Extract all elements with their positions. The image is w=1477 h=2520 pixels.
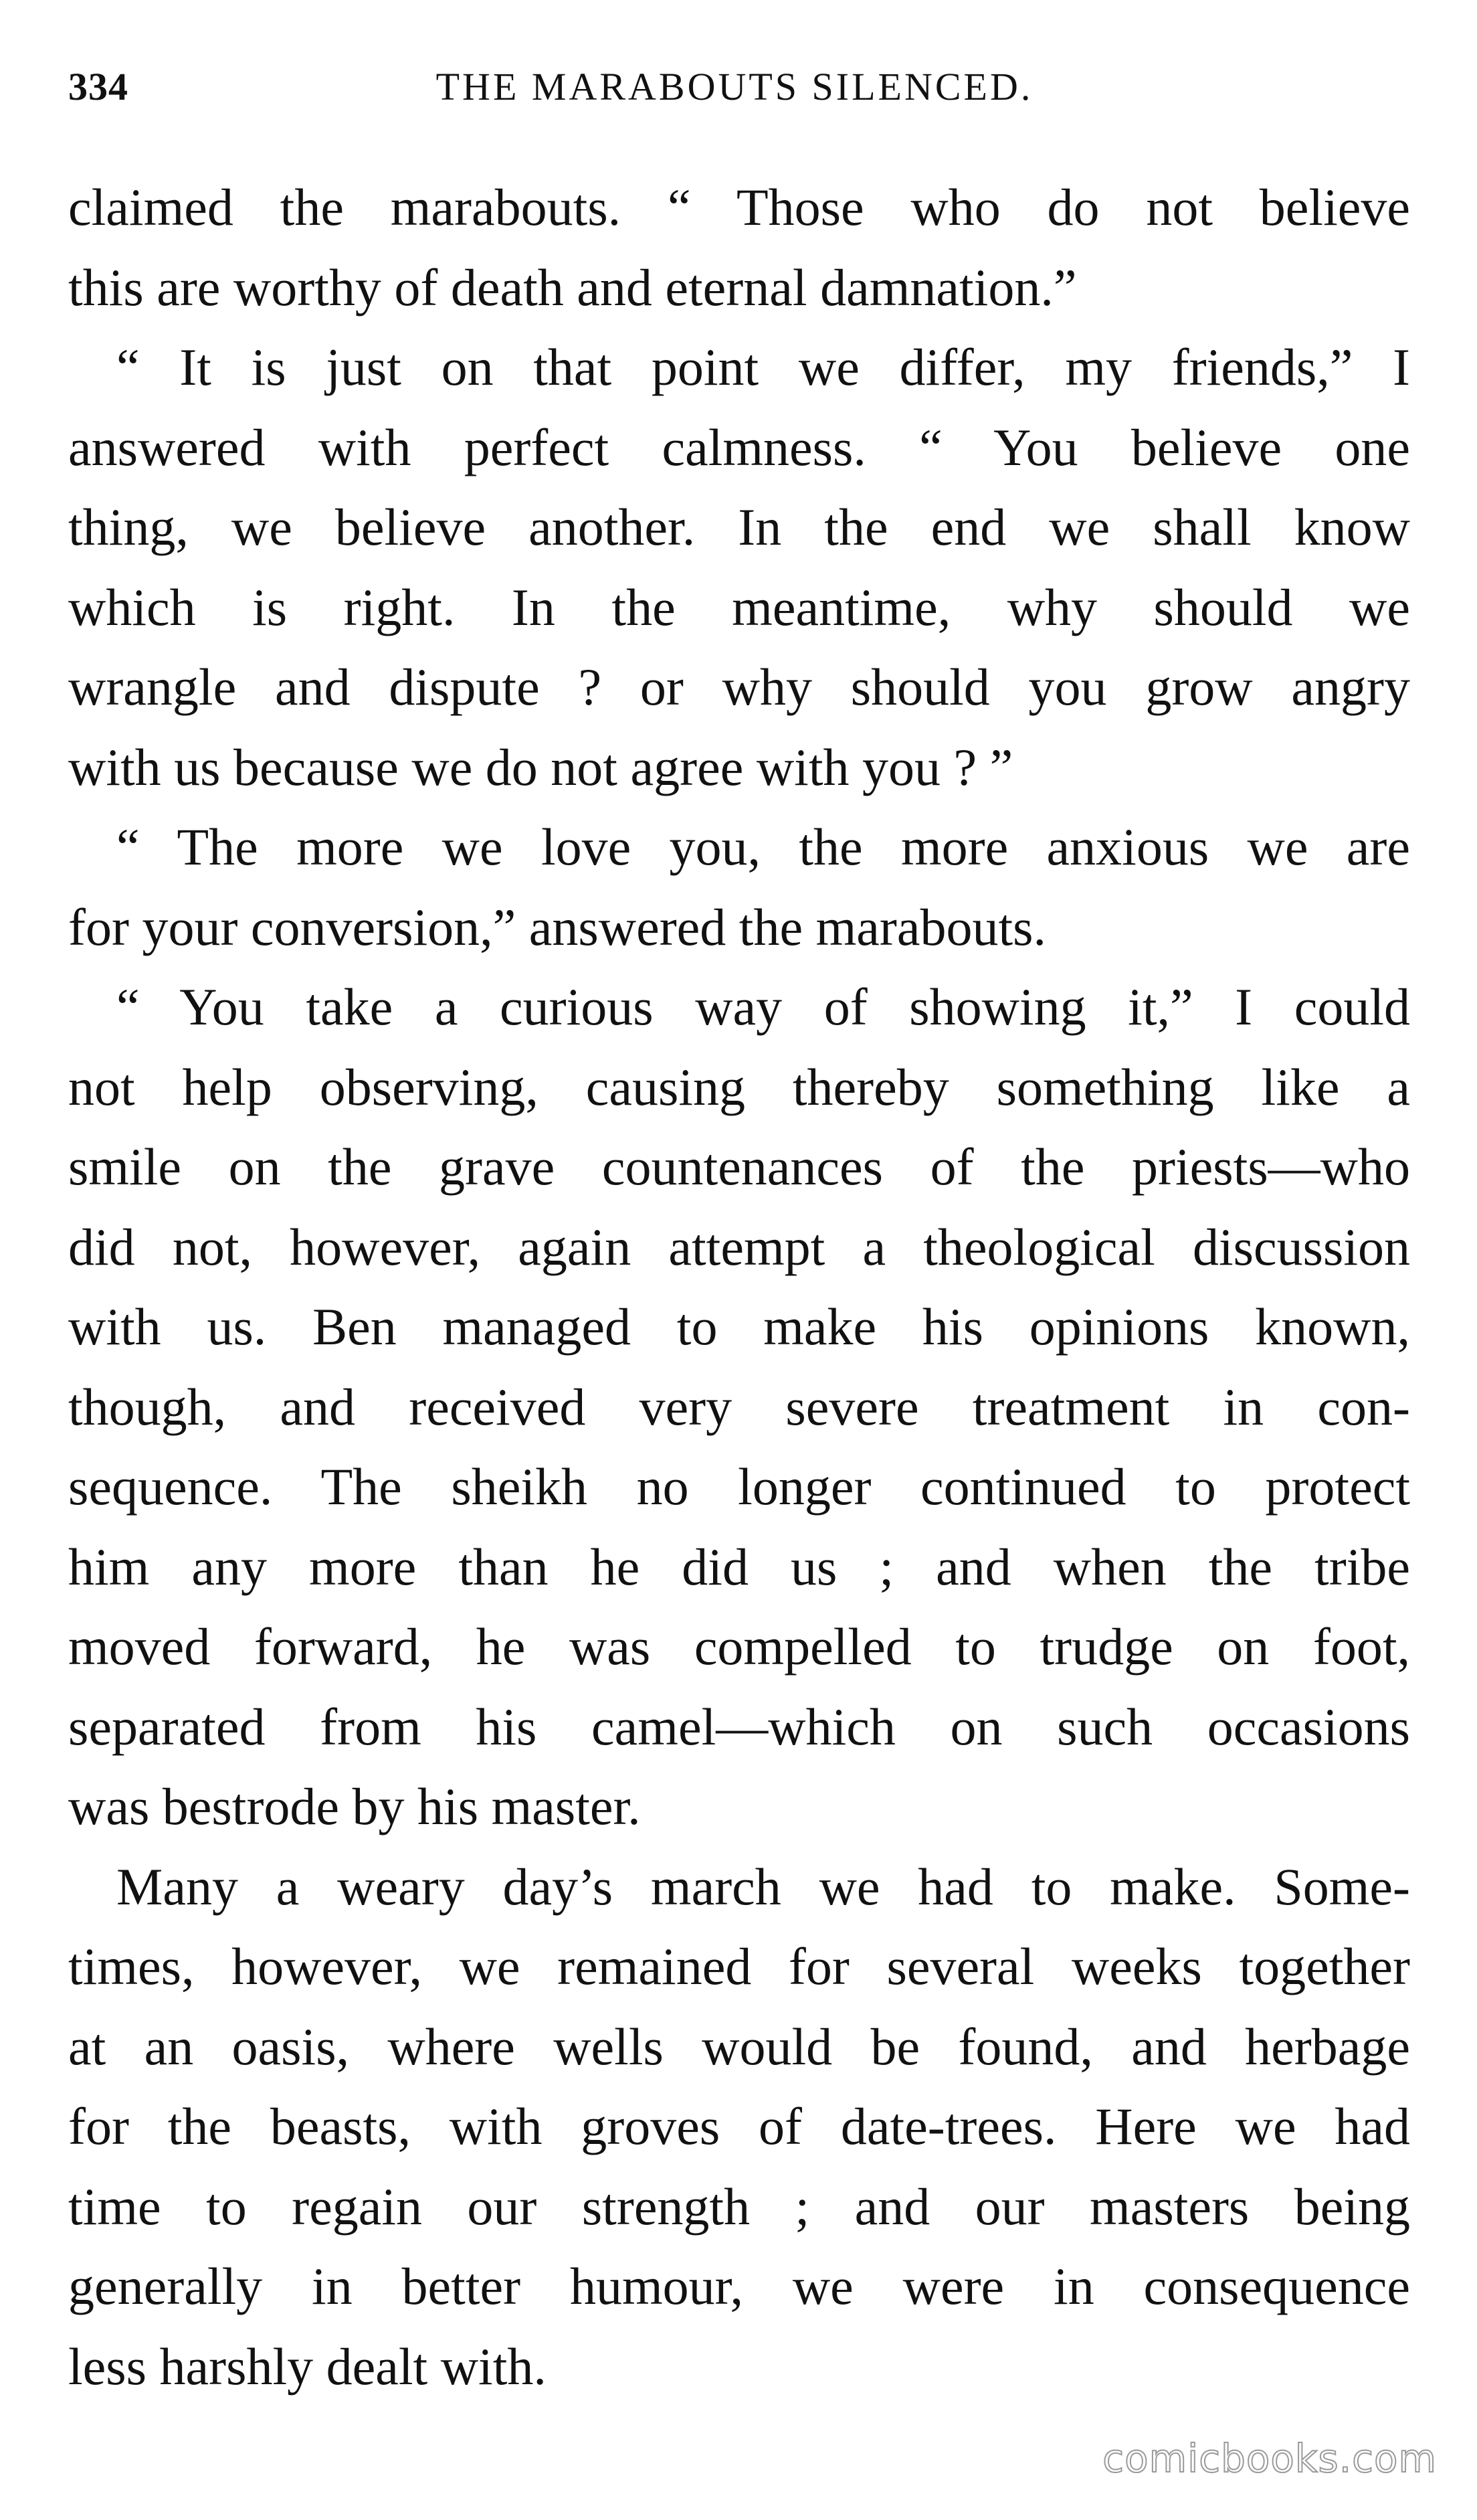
text-line: “ You take a curious way of showing it,” I could	[116, 978, 1410, 1036]
text-line: him any more than he did us ; and when the tribe	[68, 1537, 1410, 1596]
text-line: moved forward, he was compelled to trudge on foot,	[68, 1617, 1410, 1676]
text-line: smile on the grave countenances of the priests—who	[68, 1138, 1410, 1196]
text-line: wrangle and dispute ? or why should you grow angry	[68, 658, 1410, 716]
text-line: Many a weary day’s march we had to make. Some-	[116, 1857, 1410, 1916]
paragraph	[68, 327, 1410, 807]
text-line: sequence. The sheikh no longer continued to protect	[68, 1457, 1410, 1516]
text-line: separated from his camel—which on such occasions	[68, 1697, 1410, 1756]
text-line: this are worthy of death and eternal damnation.”	[68, 258, 1077, 317]
text-line: for the beasts, with groves of date-trees. Here we had	[68, 2097, 1410, 2155]
paragraph	[68, 967, 1410, 1847]
text-line: “ The more we love you, the more anxious we are	[116, 818, 1410, 876]
text-line: claimed the marabouts. “ Those who do not believe	[68, 178, 1410, 236]
text-line: was bestrode by his master.	[68, 1777, 641, 1835]
page-number: 334	[68, 65, 128, 108]
text-line: time to regain our strength ; and our masters being	[68, 2177, 1410, 2236]
paragraph	[68, 1847, 1410, 2407]
text-line: with us. Ben managed to make his opinions known,	[68, 1297, 1410, 1356]
text-line: “ It is just on that point we differ, my friends,” I	[116, 338, 1410, 396]
page-header	[68, 64, 1401, 118]
text-line: did not, however, again attempt a theological discussion	[68, 1217, 1410, 1276]
text-line: with us because we do not agree with you ? ”	[68, 737, 1013, 796]
text-line: at an oasis, where wells would be found, and herbage	[68, 2017, 1410, 2076]
watermark: comicbooks.com	[1102, 2436, 1437, 2481]
text-line: though, and received very severe treatment in con-	[68, 1377, 1410, 1436]
text-line: not help observing, causing thereby something like a	[68, 1057, 1410, 1116]
paragraph	[68, 167, 1410, 327]
text-line: for your conversion,” answered the marabouts.	[68, 897, 1047, 956]
text-line: less harshly dealt with.	[68, 2337, 547, 2396]
text-line: thing, we believe another. In the end we shall know	[68, 498, 1410, 556]
text-line: generally in better humour, we were in consequence	[68, 2257, 1410, 2315]
text-line: answered with perfect calmness. “ You believe one	[68, 418, 1410, 476]
text-line: which is right. In the meantime, why should we	[68, 577, 1410, 636]
text-line: times, however, we remained for several weeks together	[68, 1937, 1410, 1995]
body-text	[68, 167, 1410, 2406]
paragraph	[68, 807, 1410, 967]
running-head: THE MARABOUTS SILENCED.	[435, 65, 1033, 108]
